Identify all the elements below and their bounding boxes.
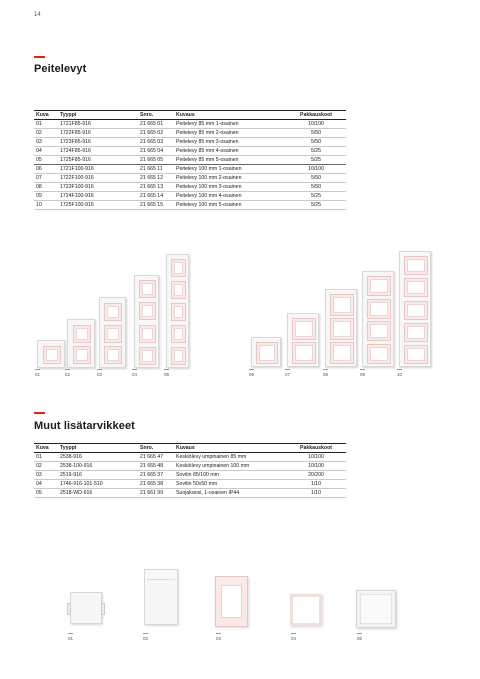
table-cell: Peitelevy 85 mm 5-osainen [174, 156, 286, 165]
table-row [34, 489, 346, 498]
table-row [34, 183, 346, 192]
table-cell: 1724F85-916 [58, 147, 138, 156]
frame-opening [367, 276, 391, 296]
table-cell: Peitelevy 85 mm 1-osainen [174, 120, 286, 129]
table-cell: 21 665 38 [138, 480, 174, 489]
table-cell: Peitelevy 85 mm 4-osainen [174, 147, 286, 156]
table-cell: 21 665 37 [138, 471, 174, 480]
table-cell: 04 [34, 480, 58, 489]
table-header-row [34, 444, 346, 453]
table-cell: 1725F100-916 [58, 201, 138, 210]
image-label: 01 [68, 633, 73, 641]
frame-opening [139, 347, 156, 365]
section-title-peitelevyt: Peitelevyt [34, 63, 87, 75]
table-cell: 01 [34, 120, 58, 129]
table-cell: 2518-WD-916 [58, 489, 138, 498]
cover-plate-image [134, 275, 159, 368]
frame-opening [404, 301, 428, 320]
frame-opening [404, 323, 428, 342]
cover-plate-image [99, 297, 126, 368]
image-label: 03 [97, 369, 102, 377]
table-row [34, 120, 346, 129]
table-cell: Peitelevy 85 mm 2-osainen [174, 129, 286, 138]
adapter-50x50-image [290, 594, 322, 626]
frame-opening [330, 318, 354, 340]
table-cell: 21 661 99 [138, 489, 174, 498]
table-cell: 03 [34, 471, 58, 480]
table-cell: 2538-100-916 [58, 462, 138, 471]
col-header: Kuvaus [174, 111, 286, 120]
frame-opening [73, 346, 91, 364]
table-row [34, 174, 346, 183]
table-cell: 5/25 [286, 201, 346, 210]
col-header: Pakkauskoot [286, 111, 346, 120]
table-cell: 21 665 11 [138, 165, 174, 174]
cover-plate-image [251, 337, 281, 367]
table-cell: 10/100 [286, 462, 346, 471]
col-header: Tyyppi [58, 111, 138, 120]
table-cell: 5/50 [286, 129, 346, 138]
frame-opening [330, 342, 354, 364]
table-cell: 1723F85-916 [58, 138, 138, 147]
table-cell: 04 [34, 147, 58, 156]
image-label: 08 [323, 369, 328, 377]
table-cell: 21 665 14 [138, 192, 174, 201]
table-cell: Peitelevy 100 mm 4-osainen [174, 192, 286, 201]
col-header: Pakkauskoot [286, 444, 346, 453]
table-row [34, 453, 346, 462]
table-cell: 21 665 13 [138, 183, 174, 192]
image-label: 03 [216, 633, 221, 641]
cover-plate-image [67, 319, 95, 368]
table-row [34, 147, 346, 156]
table-row [34, 480, 346, 489]
accent-bar [34, 56, 45, 58]
table-cell: 10/100 [286, 120, 346, 129]
frame-opening [171, 281, 186, 299]
frame-opening [171, 347, 186, 365]
frame-opening [367, 321, 391, 341]
table-cell: 21 665 04 [138, 147, 174, 156]
frame-opening [404, 278, 428, 297]
frame-opening [367, 344, 391, 364]
cover-plate-image [325, 289, 357, 367]
col-header: Snro. [138, 111, 174, 120]
table-cell: 01 [34, 453, 58, 462]
col-header: Kuva [34, 111, 58, 120]
table-cell: 06 [34, 165, 58, 174]
table-cell: Sovitin 85/100 mm [174, 471, 286, 480]
table-cell: Peitelevy 85 mm 3-osainen [174, 138, 286, 147]
table-cell: 21 665 47 [138, 453, 174, 462]
cover-plate-image [399, 251, 431, 367]
image-label: 06 [249, 369, 254, 377]
table-cell: 1725F85-916 [58, 156, 138, 165]
table-cell: Keskiölevy umpinainen 100 mm [174, 462, 286, 471]
blank-centre-plate-85-image [70, 592, 102, 624]
table-row [34, 201, 346, 210]
table-cell: 5/50 [286, 174, 346, 183]
blank-centre-plate-100-image [144, 569, 178, 625]
table-cell: Sovitin 50x50 mm [174, 480, 286, 489]
frame-opening [171, 303, 186, 321]
frame-opening [139, 325, 156, 343]
table-cell: 1/10 [286, 489, 346, 498]
image-label: 02 [143, 633, 148, 641]
table-cell: 1723F100-916 [58, 183, 138, 192]
table-cell: 08 [34, 183, 58, 192]
table-cell: 21 665 03 [138, 138, 174, 147]
peitelevyt-table [34, 110, 346, 210]
accent-bar [34, 412, 45, 414]
table-cell: Suojakansi, 1-osainen IP44 [174, 489, 286, 498]
image-label: 04 [132, 369, 137, 377]
frame-opening [104, 325, 122, 343]
table-cell: 2538-916 [58, 453, 138, 462]
cover-plate-image [37, 340, 65, 368]
table-cell: 21 665 48 [138, 462, 174, 471]
table-cell: 21 665 01 [138, 120, 174, 129]
table-cell: 10/100 [286, 165, 346, 174]
table-row [34, 192, 346, 201]
frame-opening [171, 325, 186, 343]
table-cell: 05 [34, 156, 58, 165]
table-header-row [34, 111, 346, 120]
table-cell: 1722F100-916 [58, 174, 138, 183]
section-title-muut-lisatarvikkeet: Muut lisätarvikkeet [34, 420, 135, 432]
table-cell: Peitelevy 100 mm 1-osainen [174, 165, 286, 174]
table-cell: 2519-916 [58, 471, 138, 480]
col-header: Kuvaus [174, 444, 286, 453]
frame-opening [139, 302, 156, 320]
table-row [34, 129, 346, 138]
table-cell: 5/25 [286, 147, 346, 156]
col-header: Kuva [34, 444, 58, 453]
col-header: Snro. [138, 444, 174, 453]
frame-opening [367, 299, 391, 319]
col-header: Tyyppi [58, 444, 138, 453]
table-cell: 1746-916-101-510 [58, 480, 138, 489]
table-cell: 5/50 [286, 183, 346, 192]
table-cell: 20/200 [286, 471, 346, 480]
table-cell: 02 [34, 129, 58, 138]
frame-opening [256, 342, 278, 364]
table-cell: Peitelevy 100 mm 2-osainen [174, 174, 286, 183]
table-cell: 09 [34, 192, 58, 201]
frame-opening [104, 303, 122, 321]
cover-plate-image [362, 271, 394, 367]
image-label: 02 [65, 369, 70, 377]
image-label: 07 [285, 369, 290, 377]
table-cell: 21 665 05 [138, 156, 174, 165]
cover-plate-image [166, 254, 189, 368]
frame-opening [73, 325, 91, 343]
table-cell: Peitelevy 100 mm 5-osainen [174, 201, 286, 210]
table-cell: Keskiölevy umpinainen 85 mm [174, 453, 286, 462]
table-cell: 1721F100-916 [58, 165, 138, 174]
frame-opening [171, 259, 186, 277]
image-label: 04 [291, 633, 296, 641]
table-cell: 10 [34, 201, 58, 210]
table-cell: 21 665 15 [138, 201, 174, 210]
table-cell: 07 [34, 174, 58, 183]
frame-opening [404, 256, 428, 275]
image-label: 10 [397, 369, 402, 377]
table-cell: 21 665 02 [138, 129, 174, 138]
frame-opening [292, 318, 316, 340]
cover-plate-image [287, 313, 319, 367]
image-label: 05 [357, 633, 362, 641]
table-cell: Peitelevy 100 mm 3-osainen [174, 183, 286, 192]
table-cell: 02 [34, 462, 58, 471]
frame-opening [43, 346, 61, 364]
table-cell: 03 [34, 138, 58, 147]
table-cell: 10/100 [286, 453, 346, 462]
table-cell: 1724F100-916 [58, 192, 138, 201]
frame-opening [404, 345, 428, 364]
table-cell: 21 665 12 [138, 174, 174, 183]
table-row [34, 471, 346, 480]
image-label: 09 [360, 369, 365, 377]
protective-cover-ip44-image [356, 590, 396, 628]
table-cell: 1722F85-916 [58, 129, 138, 138]
table-row [34, 462, 346, 471]
table-cell: 5/25 [286, 156, 346, 165]
table-cell: 5/50 [286, 138, 346, 147]
frame-opening [104, 346, 122, 364]
table-row [34, 156, 346, 165]
adapter-85-100-image [215, 576, 248, 627]
table-cell: 5/25 [286, 192, 346, 201]
frame-opening [330, 294, 354, 316]
image-label: 01 [35, 369, 40, 377]
lisatarvikkeet-table [34, 443, 346, 498]
table-cell: 05 [34, 489, 58, 498]
frame-opening [292, 342, 316, 364]
table-row [34, 165, 346, 174]
image-label: 05 [164, 369, 169, 377]
table-cell: 1/10 [286, 480, 346, 489]
page-number: 14 [34, 12, 41, 18]
table-cell: 1721F85-916 [58, 120, 138, 129]
table-row [34, 138, 346, 147]
frame-opening [139, 280, 156, 298]
